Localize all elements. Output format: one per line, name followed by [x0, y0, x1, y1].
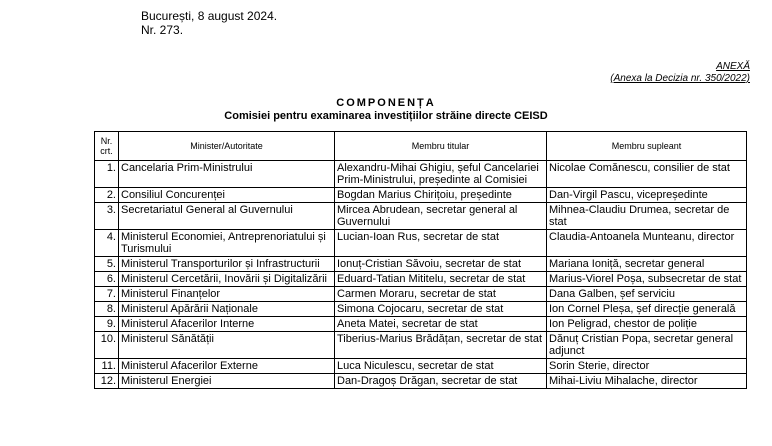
table-row — [95, 230, 747, 257]
header-minister: Minister/Autoritate — [119, 132, 335, 161]
cell-alternate: Dănuț Cristian Popa, secretar general adjunct — [547, 332, 747, 359]
cell-alternate: Sorin Sterie, director — [547, 359, 747, 374]
header-alternate: Membru supleant — [547, 132, 747, 161]
page-title: COMPONENȚA — [336, 97, 436, 109]
cell-member: Lucian-Ioan Rus, secretar de stat — [335, 230, 547, 257]
table-header-row — [95, 132, 747, 161]
table-row — [95, 317, 747, 332]
cell-member: Simona Cojocaru, secretar de stat — [335, 302, 547, 317]
table-row — [95, 188, 747, 203]
table-row — [95, 359, 747, 374]
cell-nr: 3. — [95, 203, 119, 230]
cell-member: Bogdan Marius Chirițoiu, președinte — [335, 188, 547, 203]
cell-minister: Cancelaria Prim-Ministrului — [119, 161, 335, 188]
document-number: Nr. 273. — [141, 23, 184, 37]
cell-minister: Ministerul Finanțelor — [119, 287, 335, 302]
cell-alternate: Mariana Ioniță, secretar general — [547, 257, 747, 272]
cell-alternate: Dana Galben, șef serviciu — [547, 287, 747, 302]
cell-alternate: Claudia-Antoanela Munteanu, director — [547, 230, 747, 257]
cell-minister: Ministerul Afacerilor Interne — [119, 317, 335, 332]
cell-member: Carmen Moraru, secretar de stat — [335, 287, 547, 302]
cell-nr: 1. — [95, 161, 119, 188]
cell-alternate: Dan-Virgil Pascu, vicepreședinte — [547, 188, 747, 203]
header-member: Membru titular — [335, 132, 547, 161]
table-row — [95, 161, 747, 188]
cell-nr: 5. — [95, 257, 119, 272]
cell-member: Tiberius-Marius Brădățan, secretar de stat — [335, 332, 547, 359]
table-row — [95, 287, 747, 302]
cell-minister: Secretariatul General al Guvernului — [119, 203, 335, 230]
cell-member: Alexandru-Mihai Ghigiu, șeful Cancelariei Prim-Ministrului, președinte al Comisiei — [335, 161, 547, 188]
cell-nr: 2. — [95, 188, 119, 203]
cell-minister: Ministerul Transporturilor și Infrastructurii — [119, 257, 335, 272]
cell-minister: Ministerul Energiei — [119, 374, 335, 389]
cell-minister: Ministerul Cercetării, Inovării și Digitalizării — [119, 272, 335, 287]
cell-member: Aneta Matei, secretar de stat — [335, 317, 547, 332]
table-row — [95, 203, 747, 230]
cell-nr: 10. — [95, 332, 119, 359]
cell-minister: Ministerul Economiei, Antreprenoriatului și Turismului — [119, 230, 335, 257]
page-subtitle: Comisiei pentru examinarea investițiilor străine directe CEISD — [224, 110, 548, 122]
cell-minister: Ministerul Afacerilor Externe — [119, 359, 335, 374]
table-row — [95, 272, 747, 287]
cell-alternate: Nicolae Comănescu, consilier de stat — [547, 161, 747, 188]
cell-member: Mircea Abrudean, secretar general al Guvernului — [335, 203, 547, 230]
location-date: București, 8 august 2024. — [141, 9, 278, 23]
cell-nr: 7. — [95, 287, 119, 302]
cell-nr: 11. — [95, 359, 119, 374]
cell-nr: 8. — [95, 302, 119, 317]
cell-alternate: Ion Cornel Pleșa, șef direcție generală — [547, 302, 747, 317]
cell-nr: 6. — [95, 272, 119, 287]
table-row — [95, 302, 747, 317]
cell-alternate: Marius-Viorel Poșa, subsecretar de stat — [547, 272, 747, 287]
header-nr: Nr. crt. — [95, 132, 119, 161]
cell-minister: Ministerul Apărării Naționale — [119, 302, 335, 317]
cell-alternate: Ion Peligrad, chestor de poliție — [547, 317, 747, 332]
annex-label: ANEXĂ — [716, 61, 750, 72]
table-row — [95, 257, 747, 272]
annex-reference: (Anexa la Decizia nr. 350/2022) — [610, 73, 750, 84]
cell-nr: 12. — [95, 374, 119, 389]
cell-minister: Consiliul Concurenței — [119, 188, 335, 203]
cell-minister: Ministerul Sănătății — [119, 332, 335, 359]
cell-alternate: Mihnea-Claudiu Drumea, secretar de stat — [547, 203, 747, 230]
cell-member: Eduard-Tatian Mititelu, secretar de stat — [335, 272, 547, 287]
cell-member: Ionuț-Cristian Săvoiu, secretar de stat — [335, 257, 547, 272]
table-row — [95, 374, 747, 389]
cell-nr: 4. — [95, 230, 119, 257]
cell-member: Luca Niculescu, secretar de stat — [335, 359, 547, 374]
cell-nr: 9. — [95, 317, 119, 332]
composition-table — [94, 131, 747, 389]
table-row — [95, 332, 747, 359]
cell-alternate: Mihai-Liviu Mihalache, director — [547, 374, 747, 389]
cell-member: Dan-Dragoș Drăgan, secretar de stat — [335, 374, 547, 389]
